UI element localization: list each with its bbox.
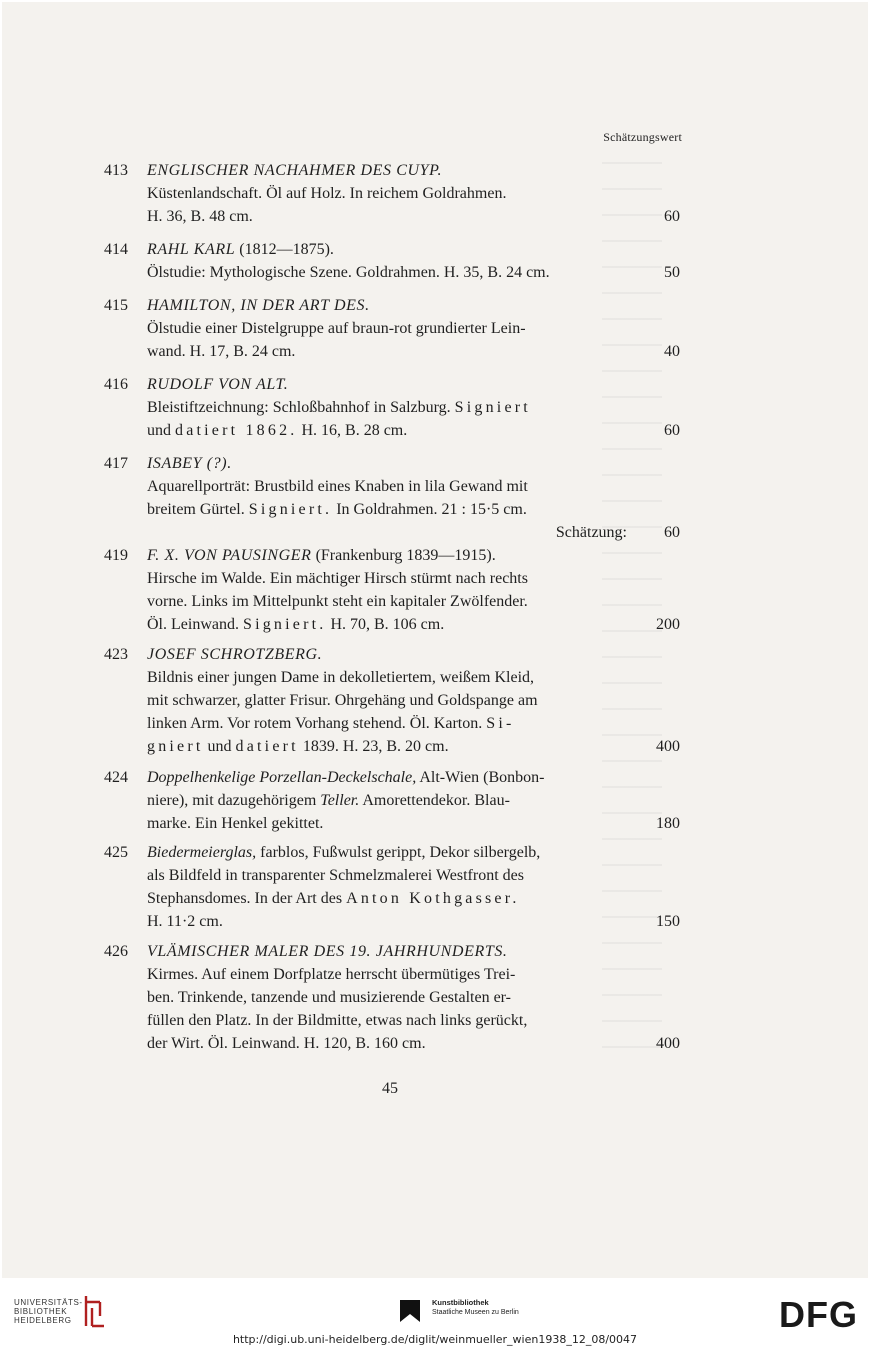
estimate-value: 400: [656, 738, 680, 755]
entry-title: F. X. VON PAUSINGER: [147, 547, 312, 564]
entry-title: JOSEF SCHROTZBERG.: [147, 646, 323, 663]
lot-number: 426: [104, 943, 128, 960]
lot-number: 414: [104, 241, 128, 258]
lot-number: 413: [104, 162, 128, 179]
text-fragment: und: [207, 738, 232, 755]
ub-heidelberg-logo[interactable]: UNIVERSITÄTS- BIBLIOTHEK HEIDELBERG: [14, 1298, 83, 1325]
signed-note: Signiert.: [242, 616, 327, 633]
entry-description: Hirsche im Walde. Ein mächtiger Hirsch stürmt nach rechts: [147, 570, 528, 587]
entry-description: vorne. Links im Mittelpunkt steht ein kapitaler Zwölfender.: [147, 593, 528, 610]
ub-heidelberg-mark-icon: [80, 1294, 106, 1328]
estimate-value: 180: [656, 815, 680, 832]
entry-dates: (Frankenburg 1839—1915).: [315, 547, 496, 564]
text-fragment: und: [147, 422, 171, 439]
entry-title: ISABEY (?).: [147, 455, 232, 472]
entry-dimensions: In Goldrahmen. 21 : 15·5 cm.: [336, 501, 527, 518]
entry-description: niere), mit dazugehörigem: [147, 792, 317, 809]
entry-dimensions: H. 16, B. 28 cm.: [301, 422, 408, 439]
kunstbibliothek-title: Kunstbibliothek: [432, 1298, 489, 1307]
entry-description: Ölstudie einer Distelgruppe auf braun-rot grundierter Lein-: [147, 320, 526, 337]
artist-attribution: Anton Kothgasser.: [346, 890, 520, 907]
entry-description: Amorettendekor. Blau-: [362, 792, 510, 809]
entry-item-name: Teller.: [320, 792, 360, 809]
entry-description: mit schwarzer, glatter Frisur. Ohrgehäng und Goldspange am: [147, 692, 538, 709]
entry-description: Aquarellporträt: Brustbild eines Knaben in lila Gewand mit: [147, 478, 528, 495]
column-header-estimate: Schätzungswert: [603, 130, 682, 144]
dfg-logo[interactable]: DFG: [779, 1294, 858, 1335]
kunstbibliothek-subtitle: Staatliche Museen zu Berlin: [432, 1309, 519, 1316]
entry-title: VLÄMISCHER MALER DES 19. JAHRHUNDERTS.: [147, 943, 508, 960]
entry-description: Bleistiftzeichnung: Schloßbahnhof in Salzburg.: [147, 399, 451, 416]
entry-description: Kirmes. Auf einem Dorfplatze herrscht übermütiges Trei-: [147, 966, 516, 983]
lot-number: 417: [104, 455, 128, 472]
entry-description: Ölstudie: Mythologische Szene. Goldrahmen. H. 35, B. 24 cm.: [147, 264, 550, 281]
entry-title: Doppelhenkelige Porzellan-Deckelschale,: [147, 769, 417, 786]
estimate-value: 60: [664, 208, 680, 225]
dated-note: datiert: [235, 738, 299, 755]
estimate-value: 400: [656, 1035, 680, 1052]
estimate-value: 40: [664, 343, 680, 360]
signed-note: Signiert.: [248, 501, 333, 518]
digitization-footer: [0, 1278, 870, 1347]
signed-note-start: Si-: [486, 715, 515, 732]
entry-description: Stephansdomes. In der Art des: [147, 890, 343, 907]
text-fragment: Öl. Leinwand.: [147, 616, 239, 633]
entry-description: füllen den Platz. In der Bildmitte, etwas nach links gerückt,: [147, 1012, 528, 1029]
entry-description: Bildnis einer jungen Dame in dekolletiertem, weißem Kleid,: [147, 669, 535, 686]
entry-description: als Bildfeld in transparenter Schmelzmalerei Westfront des: [147, 867, 524, 884]
entry-title: RUDOLF VON ALT.: [147, 376, 289, 393]
entry-description: linken Arm. Vor rotem Vorhang stehend. Öl. Karton.: [147, 715, 483, 732]
kunstbibliothek-icon: [398, 1298, 424, 1324]
entry-dimensions: wand. H. 17, B. 24 cm.: [147, 343, 296, 360]
lot-number: 415: [104, 297, 128, 314]
entry-title: RAHL KARL: [147, 241, 236, 258]
entry-dimensions: H. 70, B. 106 cm.: [330, 616, 445, 633]
entry-dimensions: H. 36, B. 48 cm.: [147, 208, 253, 225]
lot-number: 425: [104, 844, 128, 861]
dated-note: datiert 1862.: [175, 422, 298, 439]
entry-dimensions: der Wirt. Öl. Leinwand. H. 120, B. 160 cm.: [147, 1035, 426, 1052]
page-number: 45: [382, 1080, 398, 1097]
lot-number: 419: [104, 547, 128, 564]
estimate-value: 60: [664, 422, 680, 439]
signed-note-end: gniert: [147, 738, 204, 755]
entry-title: ENGLISCHER NACHAHMER DES CUYP.: [147, 162, 443, 179]
lot-number: 423: [104, 646, 128, 663]
entry-title: HAMILTON, IN DER ART DES.: [147, 297, 370, 314]
entry-description: Küstenlandschaft. Öl auf Holz. In reichem Goldrahmen.: [147, 185, 507, 202]
entry-title: Biedermeierglas,: [147, 844, 257, 861]
lot-number: 416: [104, 376, 128, 393]
text-fragment: breitem Gürtel.: [147, 501, 245, 518]
entry-dates: (1812—1875).: [235, 241, 334, 258]
source-url-link[interactable]: http://digi.ub.uni-heidelberg.de/diglit/weinmueller_wien1938_12_08/0047: [232, 1333, 638, 1346]
entry-description: Alt-Wien (Bonbon-: [419, 769, 545, 786]
signed-note: Signiert: [454, 399, 531, 416]
estimate-value: 50: [664, 264, 680, 281]
estimate-value: 60: [664, 524, 680, 541]
estimate-label: Schätzung:: [555, 524, 627, 541]
estimate-value: 200: [656, 616, 680, 633]
entry-description: ben. Trinkende, tanzende und musizierende Gestalten er-: [147, 989, 512, 1006]
entry-dimensions: 1839. H. 23, B. 20 cm.: [302, 738, 449, 755]
entry-description: farblos, Fußwulst gerippt, Dekor silbergelb,: [260, 844, 541, 861]
entry-description: marke. Ein Henkel gekittet.: [147, 815, 324, 832]
entry-dimensions: H. 11·2 cm.: [147, 913, 223, 930]
estimate-value: 150: [656, 913, 680, 930]
lot-number: 424: [104, 769, 128, 786]
